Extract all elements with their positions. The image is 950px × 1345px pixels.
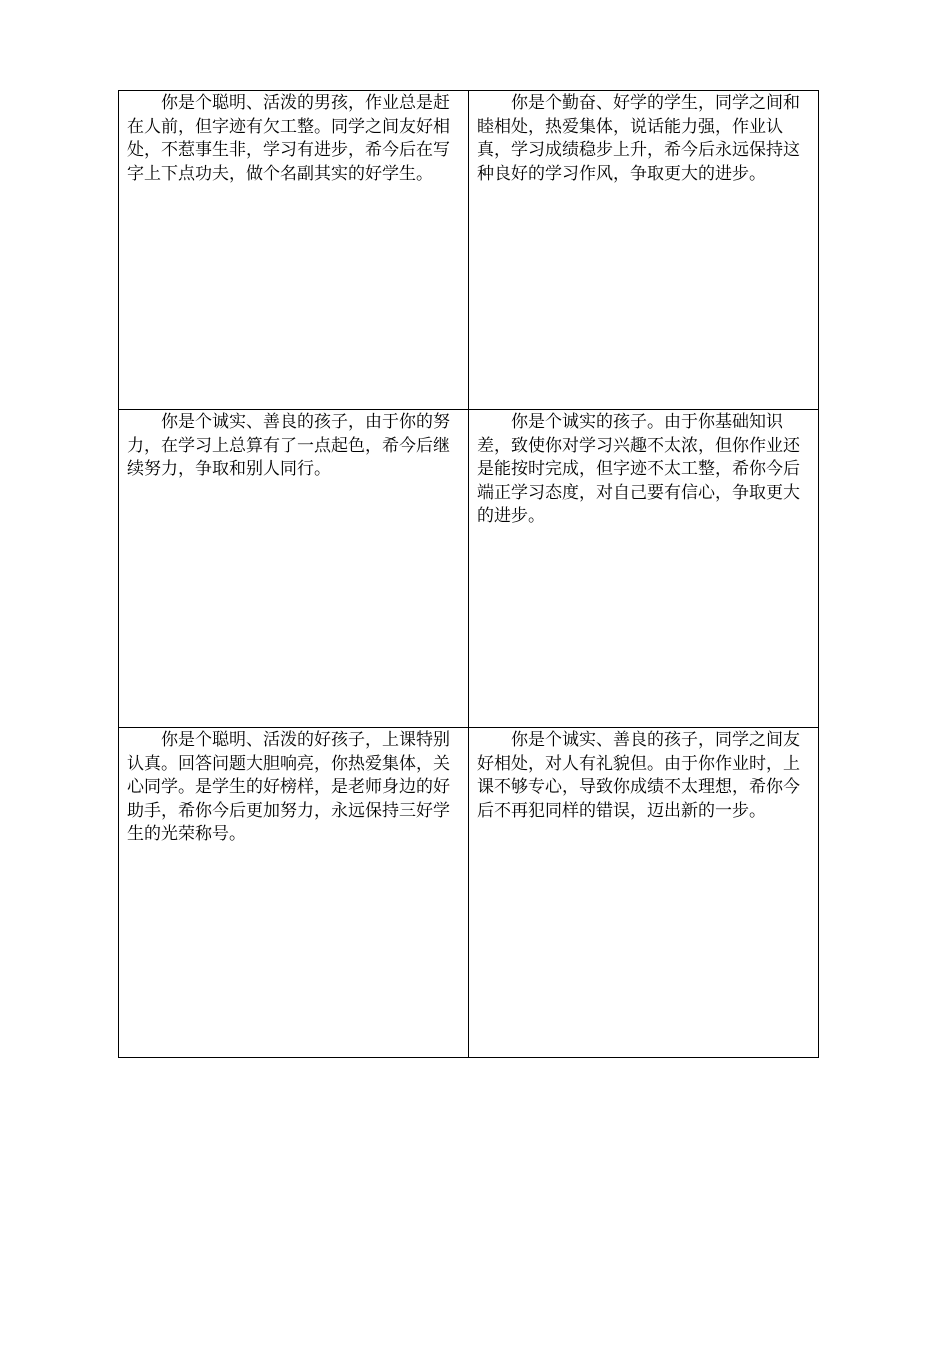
comment-cell: 你是个聪明、活泼的男孩，作业总是赶在人前，但字迹有欠工整。同学之间友好相处，不惹事生非，学习有进步，希今后在写字上下点功夫，做个名副其实的好学生。 (119, 91, 469, 410)
table-row (119, 410, 819, 728)
comment-cell: 你是个诚实的孩子。由于你基础知识差，致使你对学习兴趣不太浓，但你作业还是能按时完成，但字迹不太工整，希你今后端正学习态度，对自己要有信心，争取更大的进步。 (469, 410, 819, 728)
table-row (119, 91, 819, 410)
comment-cell: 你是个勤奋、好学的学生，同学之间和睦相处，热爱集体，说话能力强，作业认真，学习成绩稳步上升，希今后永远保持这种良好的学习作风，争取更大的进步。 (469, 91, 819, 410)
table-row (119, 728, 819, 1058)
comments-table (118, 90, 819, 1058)
comment-cell: 你是个诚实、善良的孩子，同学之间友好相处，对人有礼貌但。由于你作业时，上课不够专心，导致你成绩不太理想，希你今后不再犯同样的错误，迈出新的一步。 (469, 728, 819, 1058)
comment-cell: 你是个诚实、善良的孩子，由于你的努力，在学习上总算有了一点起色，希今后继续努力，争取和别人同行。 (119, 410, 469, 728)
comment-cell: 你是个聪明、活泼的好孩子，上课特别认真。回答问题大胆响亮，你热爱集体，关心同学。是学生的好榜样，是老师身边的好助手，希你今后更加努力，永远保持三好学生的光荣称号。 (119, 728, 469, 1058)
